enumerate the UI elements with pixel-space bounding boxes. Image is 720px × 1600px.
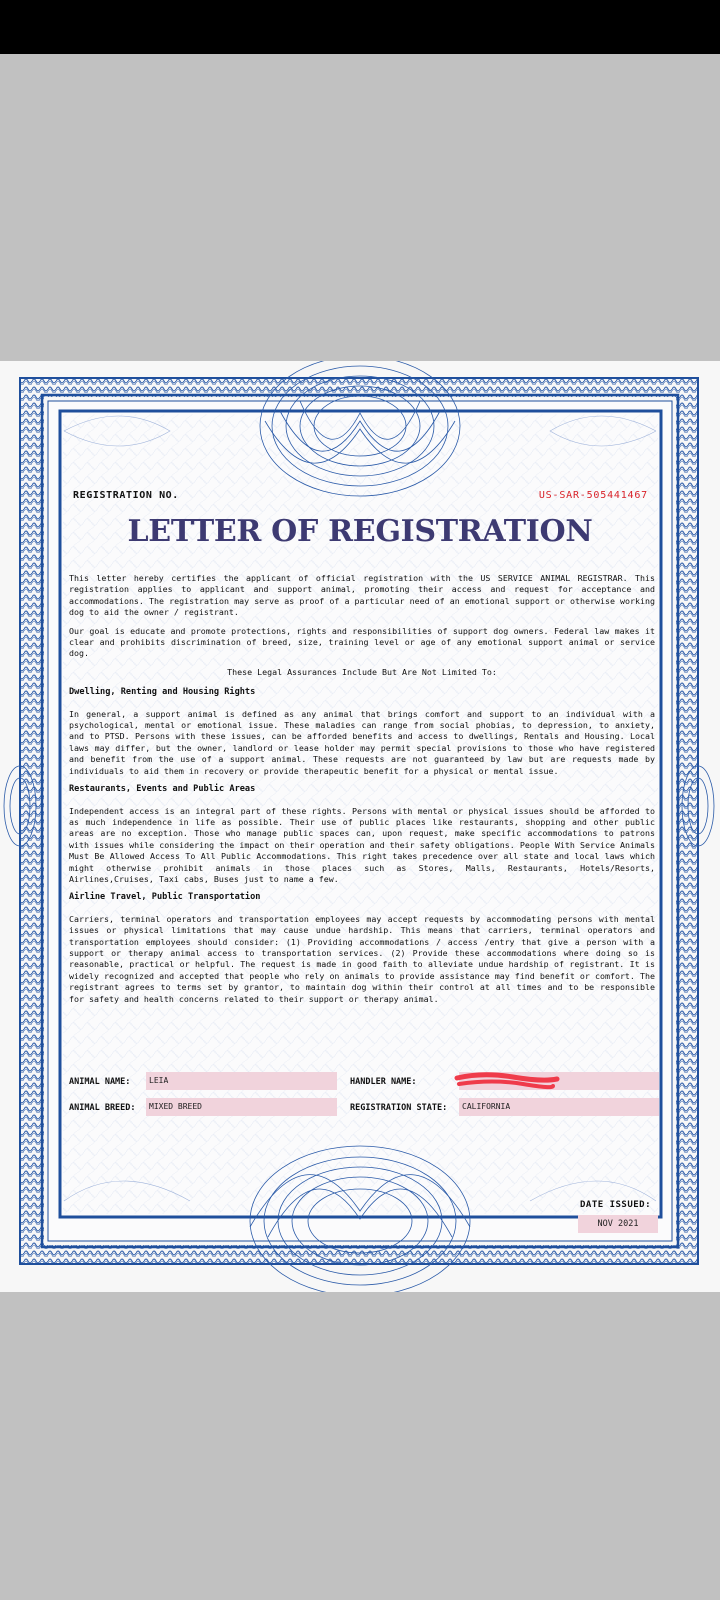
registration-state-label: REGISTRATION STATE:: [350, 1103, 448, 1113]
handler-name-value: [459, 1072, 659, 1090]
section-text-transportation: Carriers, terminal operators and transportation employees may accept requests by accommodating persons with mental issues or physical limitations that may cause undue hardship. This means that carriers, terminal operators and transportation employees should consider: (1) Providing accommodations / access /entry that give a person with a support or therapy animal access to transportation services. (2) Provide these accommodations where doing so is reasonable, practical or helpful. The request is made in good faith to alleviate undue hardship of registrant. It is widely recognized and accepted that people who rely on animals to provide assistance may find benefit or comfort. The registrant agrees to terms set by grantor, to maintain dog within their control at all times and to be responsible for safety and health concerns related to their support or therapy animal.: [69, 913, 655, 1004]
document-title: LETTER OF REGISTRATION: [127, 514, 593, 549]
handler-name-label: HANDLER NAME:: [350, 1077, 417, 1087]
date-issued-label: DATE ISSUED:: [580, 1200, 652, 1210]
animal-name-value: LEIA: [146, 1072, 337, 1090]
viewer-background-bottom: [0, 1292, 720, 1600]
section-text-housing: In general, a support animal is defined as any animal that brings comfort and support to an individual with a psychological, mental or emotional issue. These maladies can range from social phobias, to depression, to anxiety, and to PTSD. Persons with these issues, can be afforded benefits and access to dwellings, Rentals and Housing. Local laws may differ, but the owner, landlord or lease holder may permit special provisions to those who have registered and benefit from the use of a support animal. These requests are not guaranteed by law but are requests made by individuals to aid them in recovery or provide therapeutic benefit for a physical or mental issue.: [69, 708, 655, 776]
certificate-document: [0, 361, 720, 1292]
animal-breed-label: ANIMAL BREED:: [69, 1103, 136, 1113]
date-issued-value: NOV 2021: [578, 1215, 658, 1233]
registration-state-value: CALIFORNIA: [459, 1098, 659, 1116]
status-bar: [0, 0, 720, 54]
letter-body: [69, 573, 655, 1012]
assurances-heading: These Legal Assurances Include But Are Not Limited To:: [227, 666, 497, 677]
section-heading-public-areas: Restaurants, Events and Public Areas: [69, 784, 256, 795]
animal-breed-value: MIXED BREED: [146, 1098, 337, 1116]
section-text-public-areas: Independent access is an integral part of these rights. Persons with mental or physical issues should be afforded to as much independence in life as possible. Their use of public places like restaurants, shopping and other public areas are no exception. Those who manage public spaces can, upon request, make specific accommodations to patrons with issues while considering the impact on their operation and their safety obligations. People With Service Animals Must Be Allowed Access To All Public Accommodations. This right takes precedence over all state and local laws which might otherwise prohibit animals in those places such as Stores, Malls, Restaurants, Hotels/Resorts, Airlines,Cruises, Taxi cabs, Buses just to name a few.: [69, 805, 655, 884]
intro-paragraph: This letter hereby certifies the applicant of official registration with the US SERVICE ANIMAL REGISTRAR. This registration applies to applicant and support animal, promoting their access and request for acceptance and accommodations. The registration may serve as proof of a particular need of an emotional support or otherwise working dog to aid the owner / registrant.: [69, 573, 655, 618]
section-heading-transportation: Airline Travel, Public Transportation: [69, 892, 261, 903]
animal-name-label: ANIMAL NAME:: [69, 1077, 131, 1087]
goal-paragraph: Our goal is educate and promote protections, rights and responsibilities of support dog owners. Federal law makes it clear and prohibits discrimination of breed, size, training level or age of any emotional support animal or service dog.: [69, 625, 655, 659]
redaction-scribble: [453, 1070, 563, 1092]
viewer-background-top: [0, 54, 720, 361]
registration-number: US-SAR-505441467: [538, 490, 648, 501]
section-heading-housing: Dwelling, Renting and Housing Rights: [69, 687, 256, 698]
registration-number-label: REGISTRATION NO.: [73, 490, 179, 501]
